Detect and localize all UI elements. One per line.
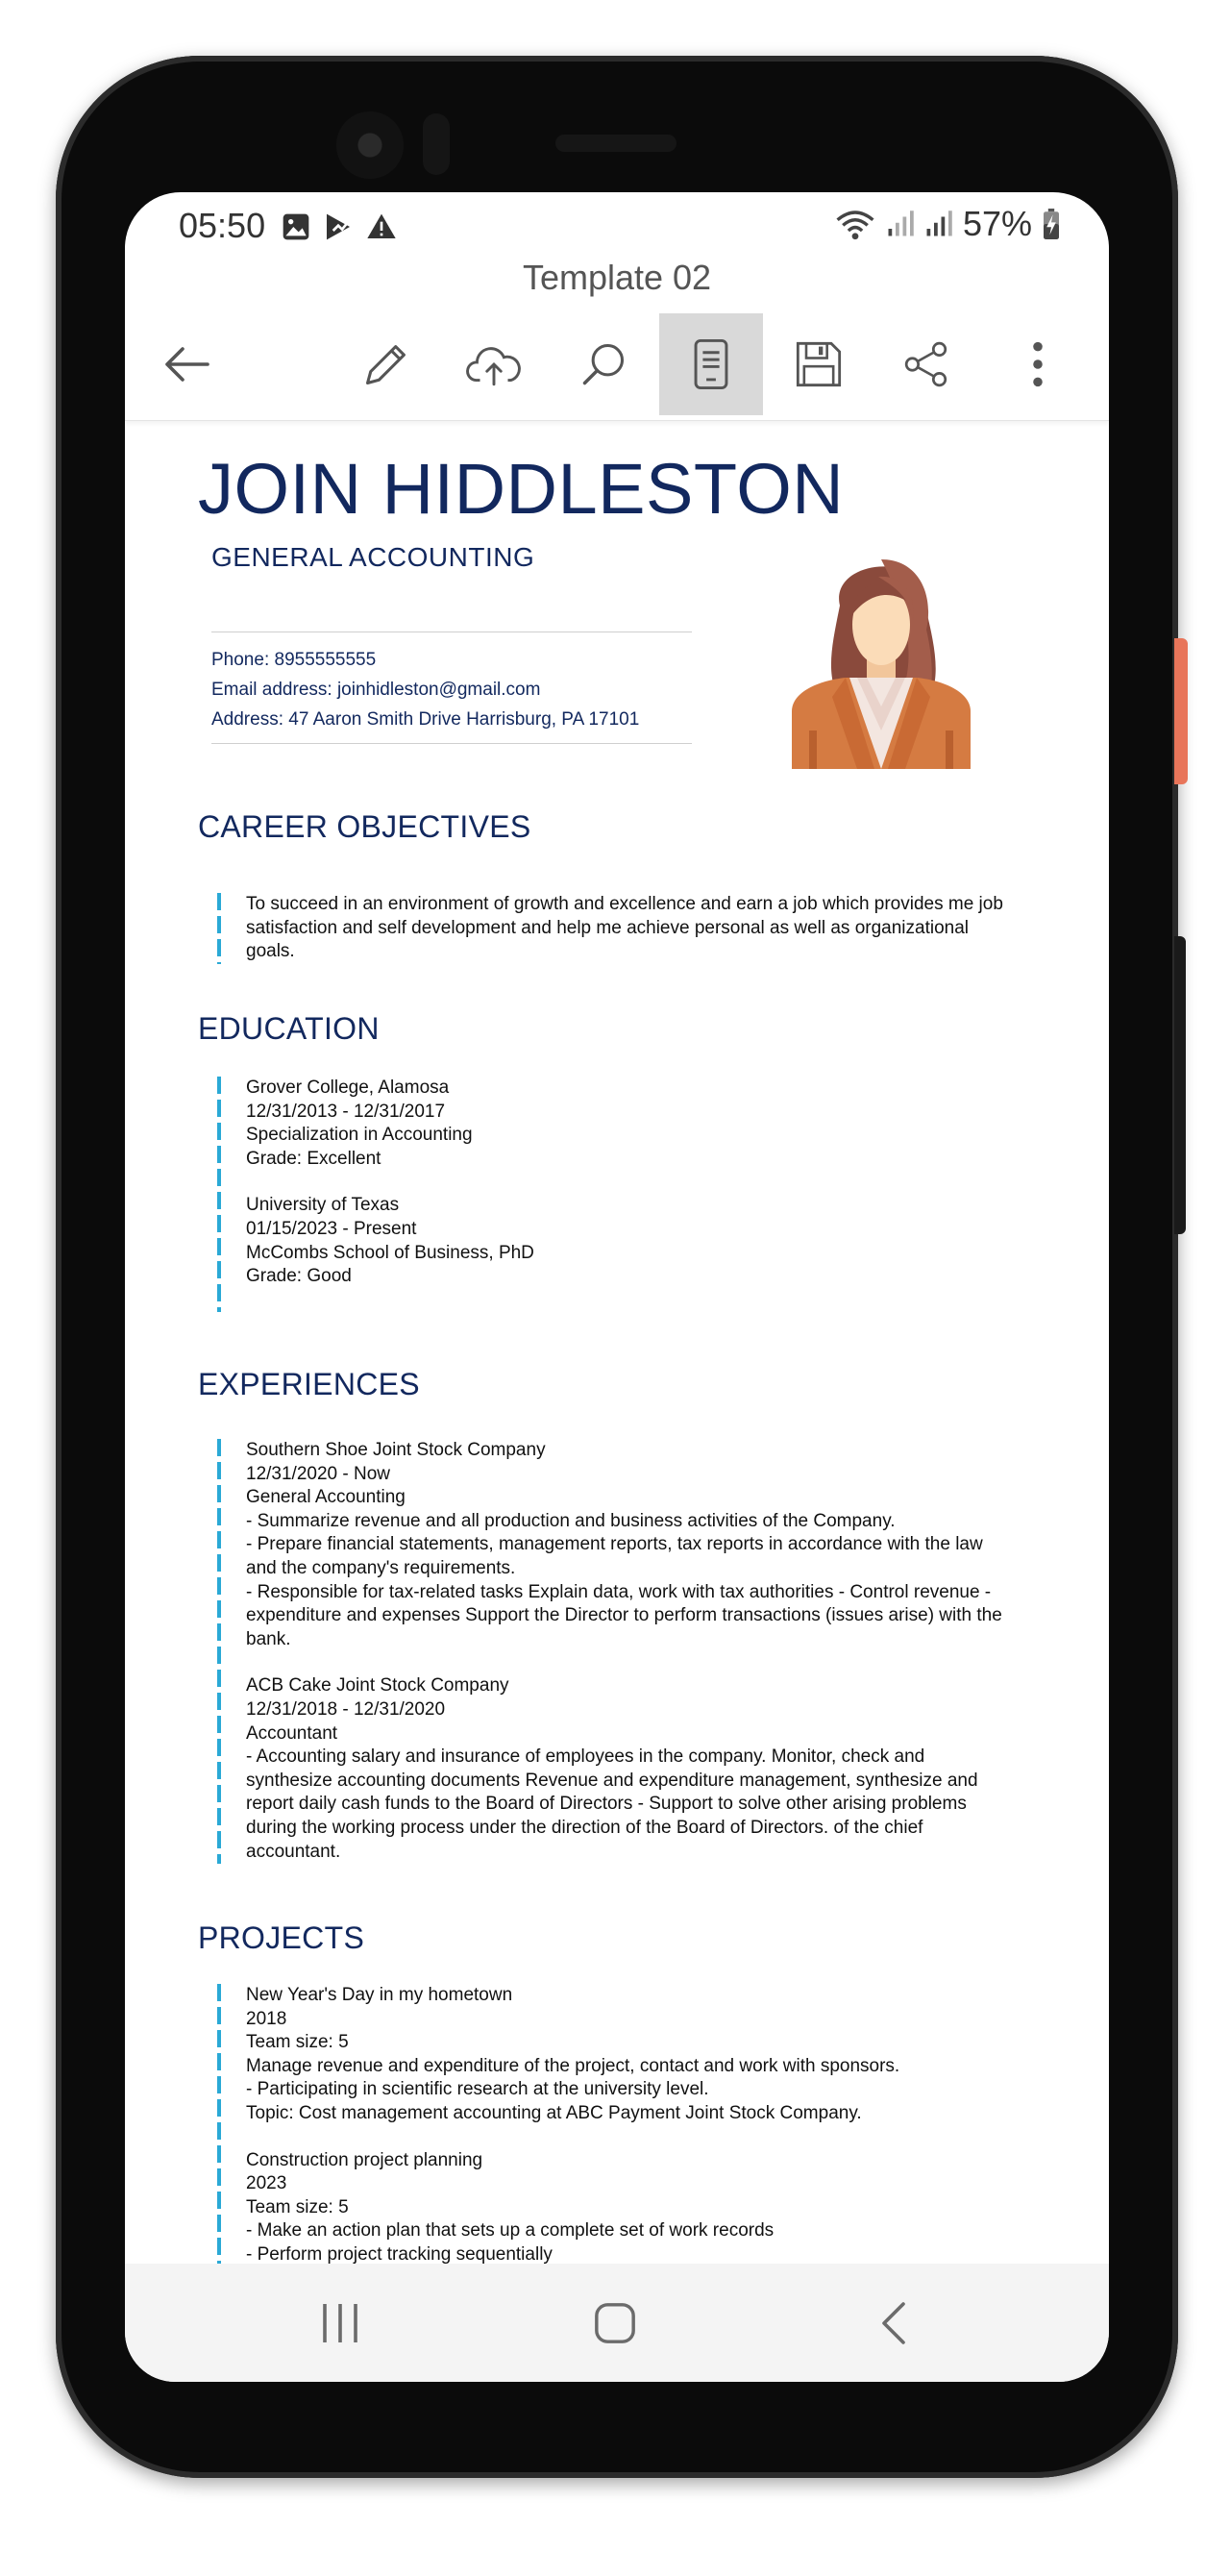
project-line: - Make an action plan that sets up a complete set of work records bbox=[246, 2220, 775, 2242]
signal-icon-1 bbox=[886, 210, 915, 238]
education-block bbox=[217, 1077, 1034, 1312]
back-button[interactable] bbox=[135, 313, 238, 415]
volume-button bbox=[1174, 936, 1186, 1234]
project-line: - Perform project tracking sequentially bbox=[246, 2243, 553, 2264]
experience-line: 12/31/2018 - 12/31/2020 bbox=[246, 1698, 446, 1720]
experience-line: accountant. bbox=[246, 1841, 341, 1862]
floppy-disk-icon bbox=[794, 339, 844, 389]
section-title-education: EDUCATION bbox=[198, 1011, 380, 1046]
back-icon bbox=[880, 2300, 907, 2346]
view-button[interactable] bbox=[659, 313, 763, 415]
education-line: Grade: Excellent bbox=[246, 1148, 381, 1169]
project-line: Manage revenue and expenditure of the project, contact and work with sponsors. bbox=[246, 2055, 900, 2076]
more-vertical-icon bbox=[1030, 339, 1046, 389]
experience-line: - Summarize revenue and all production and business activities of the Company. bbox=[246, 1510, 896, 1531]
education-line: Grade: Good bbox=[246, 1266, 352, 1287]
education-line: 12/31/2013 - 12/31/2017 bbox=[246, 1101, 446, 1122]
education-line: University of Texas bbox=[246, 1195, 400, 1216]
navigation-bar bbox=[125, 2264, 1109, 2382]
edit-button[interactable] bbox=[334, 313, 438, 415]
cv-role: GENERAL ACCOUNTING bbox=[211, 542, 535, 572]
experience-line: - Responsible for tax-related tasks Explain data, work with tax authorities - Control revenue - bbox=[246, 1581, 992, 1602]
section-title-experiences: EXPERIENCES bbox=[198, 1367, 420, 1401]
earpiece-speaker bbox=[555, 135, 676, 152]
share-icon bbox=[902, 339, 950, 389]
signal-icon-2 bbox=[924, 210, 953, 238]
career-line: satisfaction and self development and help me achieve personal as well as organizational bbox=[246, 917, 970, 938]
experience-line: synthesize accounting documents Revenue and expenditure management, synthesize and bbox=[246, 1770, 978, 1791]
section-title-career: CAREER OBJECTIVES bbox=[198, 809, 531, 844]
warning-icon bbox=[365, 211, 398, 242]
share-button[interactable] bbox=[874, 313, 978, 415]
home-icon bbox=[593, 2301, 637, 2345]
toolbar bbox=[125, 310, 1109, 421]
contact-email: Email address: joinhidleston@gmail.com bbox=[211, 680, 541, 700]
experience-line: report daily cash funds to the Board of Directors - Support to solve other arising problems bbox=[246, 1794, 967, 1815]
cv-name: JOIN HIDDLESTON bbox=[198, 449, 845, 529]
education-line: McCombs School of Business, PhD bbox=[246, 1242, 534, 1263]
education-line: Specialization in Accounting bbox=[246, 1125, 473, 1146]
experience-line: 12/31/2020 - Now bbox=[246, 1463, 390, 1484]
career-line: To succeed in an environment of growth and excellence and earn a job which provides me job bbox=[246, 894, 1003, 914]
project-line: - Participating in scientific research at the university level. bbox=[246, 2079, 709, 2100]
recents-button[interactable] bbox=[302, 2292, 379, 2354]
education-line: Grover College, Alamosa bbox=[246, 1077, 450, 1098]
status-bar bbox=[125, 192, 1109, 260]
experiences-block bbox=[217, 1439, 1034, 1864]
front-camera bbox=[336, 111, 404, 179]
battery-percent: 57% bbox=[962, 204, 1032, 243]
save-button[interactable] bbox=[767, 313, 871, 415]
wifi-icon bbox=[834, 208, 876, 240]
status-right bbox=[834, 204, 1061, 244]
experience-line: and the company's requirements. bbox=[246, 1557, 516, 1578]
experience-line: - Prepare financial statements, management reports, tax reports in accordance with the law bbox=[246, 1534, 983, 1555]
experience-line: expenditure and expenses Support the Director to perform transactions (issues arise) with the bbox=[246, 1605, 1002, 1626]
experience-line: - Accounting salary and insurance of employees in the company. Monitor, check and bbox=[246, 1746, 925, 1768]
section-title-projects: PROJECTS bbox=[198, 1920, 365, 1955]
search-icon bbox=[578, 339, 628, 389]
contact-phone: Phone: 8955555555 bbox=[211, 650, 377, 670]
project-line: 2023 bbox=[246, 2173, 287, 2194]
screen bbox=[125, 192, 1109, 2382]
gallery-icon bbox=[281, 211, 311, 242]
play-store-icon bbox=[323, 211, 354, 242]
recents-icon bbox=[319, 2302, 361, 2344]
divider bbox=[211, 743, 692, 744]
search-button[interactable] bbox=[552, 313, 655, 415]
upload-button[interactable] bbox=[442, 313, 546, 415]
experience-line: General Accounting bbox=[246, 1487, 406, 1508]
document-view-icon bbox=[692, 338, 730, 390]
project-line: 2018 bbox=[246, 2008, 287, 2029]
home-button[interactable] bbox=[577, 2292, 653, 2354]
cloud-upload-icon bbox=[466, 342, 522, 386]
career-line: goals. bbox=[246, 941, 295, 962]
arrow-left-icon bbox=[161, 345, 211, 384]
project-line: Team size: 5 bbox=[246, 2032, 349, 2053]
career-block bbox=[217, 893, 1034, 964]
cv-document[interactable] bbox=[125, 423, 1109, 2264]
pencil-icon bbox=[361, 339, 411, 389]
proximity-sensor bbox=[423, 113, 450, 175]
more-button[interactable] bbox=[986, 313, 1090, 415]
experience-line: Accountant bbox=[246, 1722, 338, 1744]
nav-back-button[interactable] bbox=[855, 2292, 932, 2354]
contact-address: Address: 47 Aaron Smith Drive Harrisburg, PA 17101 bbox=[211, 709, 640, 730]
status-time: 05:50 bbox=[179, 206, 266, 245]
battery-charging-icon bbox=[1042, 209, 1061, 239]
experience-line: Southern Shoe Joint Stock Company bbox=[246, 1440, 546, 1460]
side-button bbox=[1174, 638, 1188, 784]
experience-line: during the working process under the direction of the Board of Directors. of the chief bbox=[246, 1817, 923, 1838]
project-line: Team size: 5 bbox=[246, 2196, 349, 2217]
avatar-illustration bbox=[790, 538, 972, 769]
project-line: Construction project planning bbox=[246, 2149, 483, 2170]
project-line: Topic: Cost management accounting at ABC Payment Joint Stock Company. bbox=[246, 2102, 862, 2123]
education-line: 01/15/2023 - Present bbox=[246, 1218, 417, 1239]
projects-block bbox=[217, 1984, 1034, 2264]
project-line: New Year's Day in my hometown bbox=[246, 1985, 513, 2005]
experience-line: ACB Cake Joint Stock Company bbox=[246, 1675, 509, 1697]
app-title: Template 02 bbox=[522, 258, 712, 297]
experience-line: bank. bbox=[246, 1628, 291, 1649]
